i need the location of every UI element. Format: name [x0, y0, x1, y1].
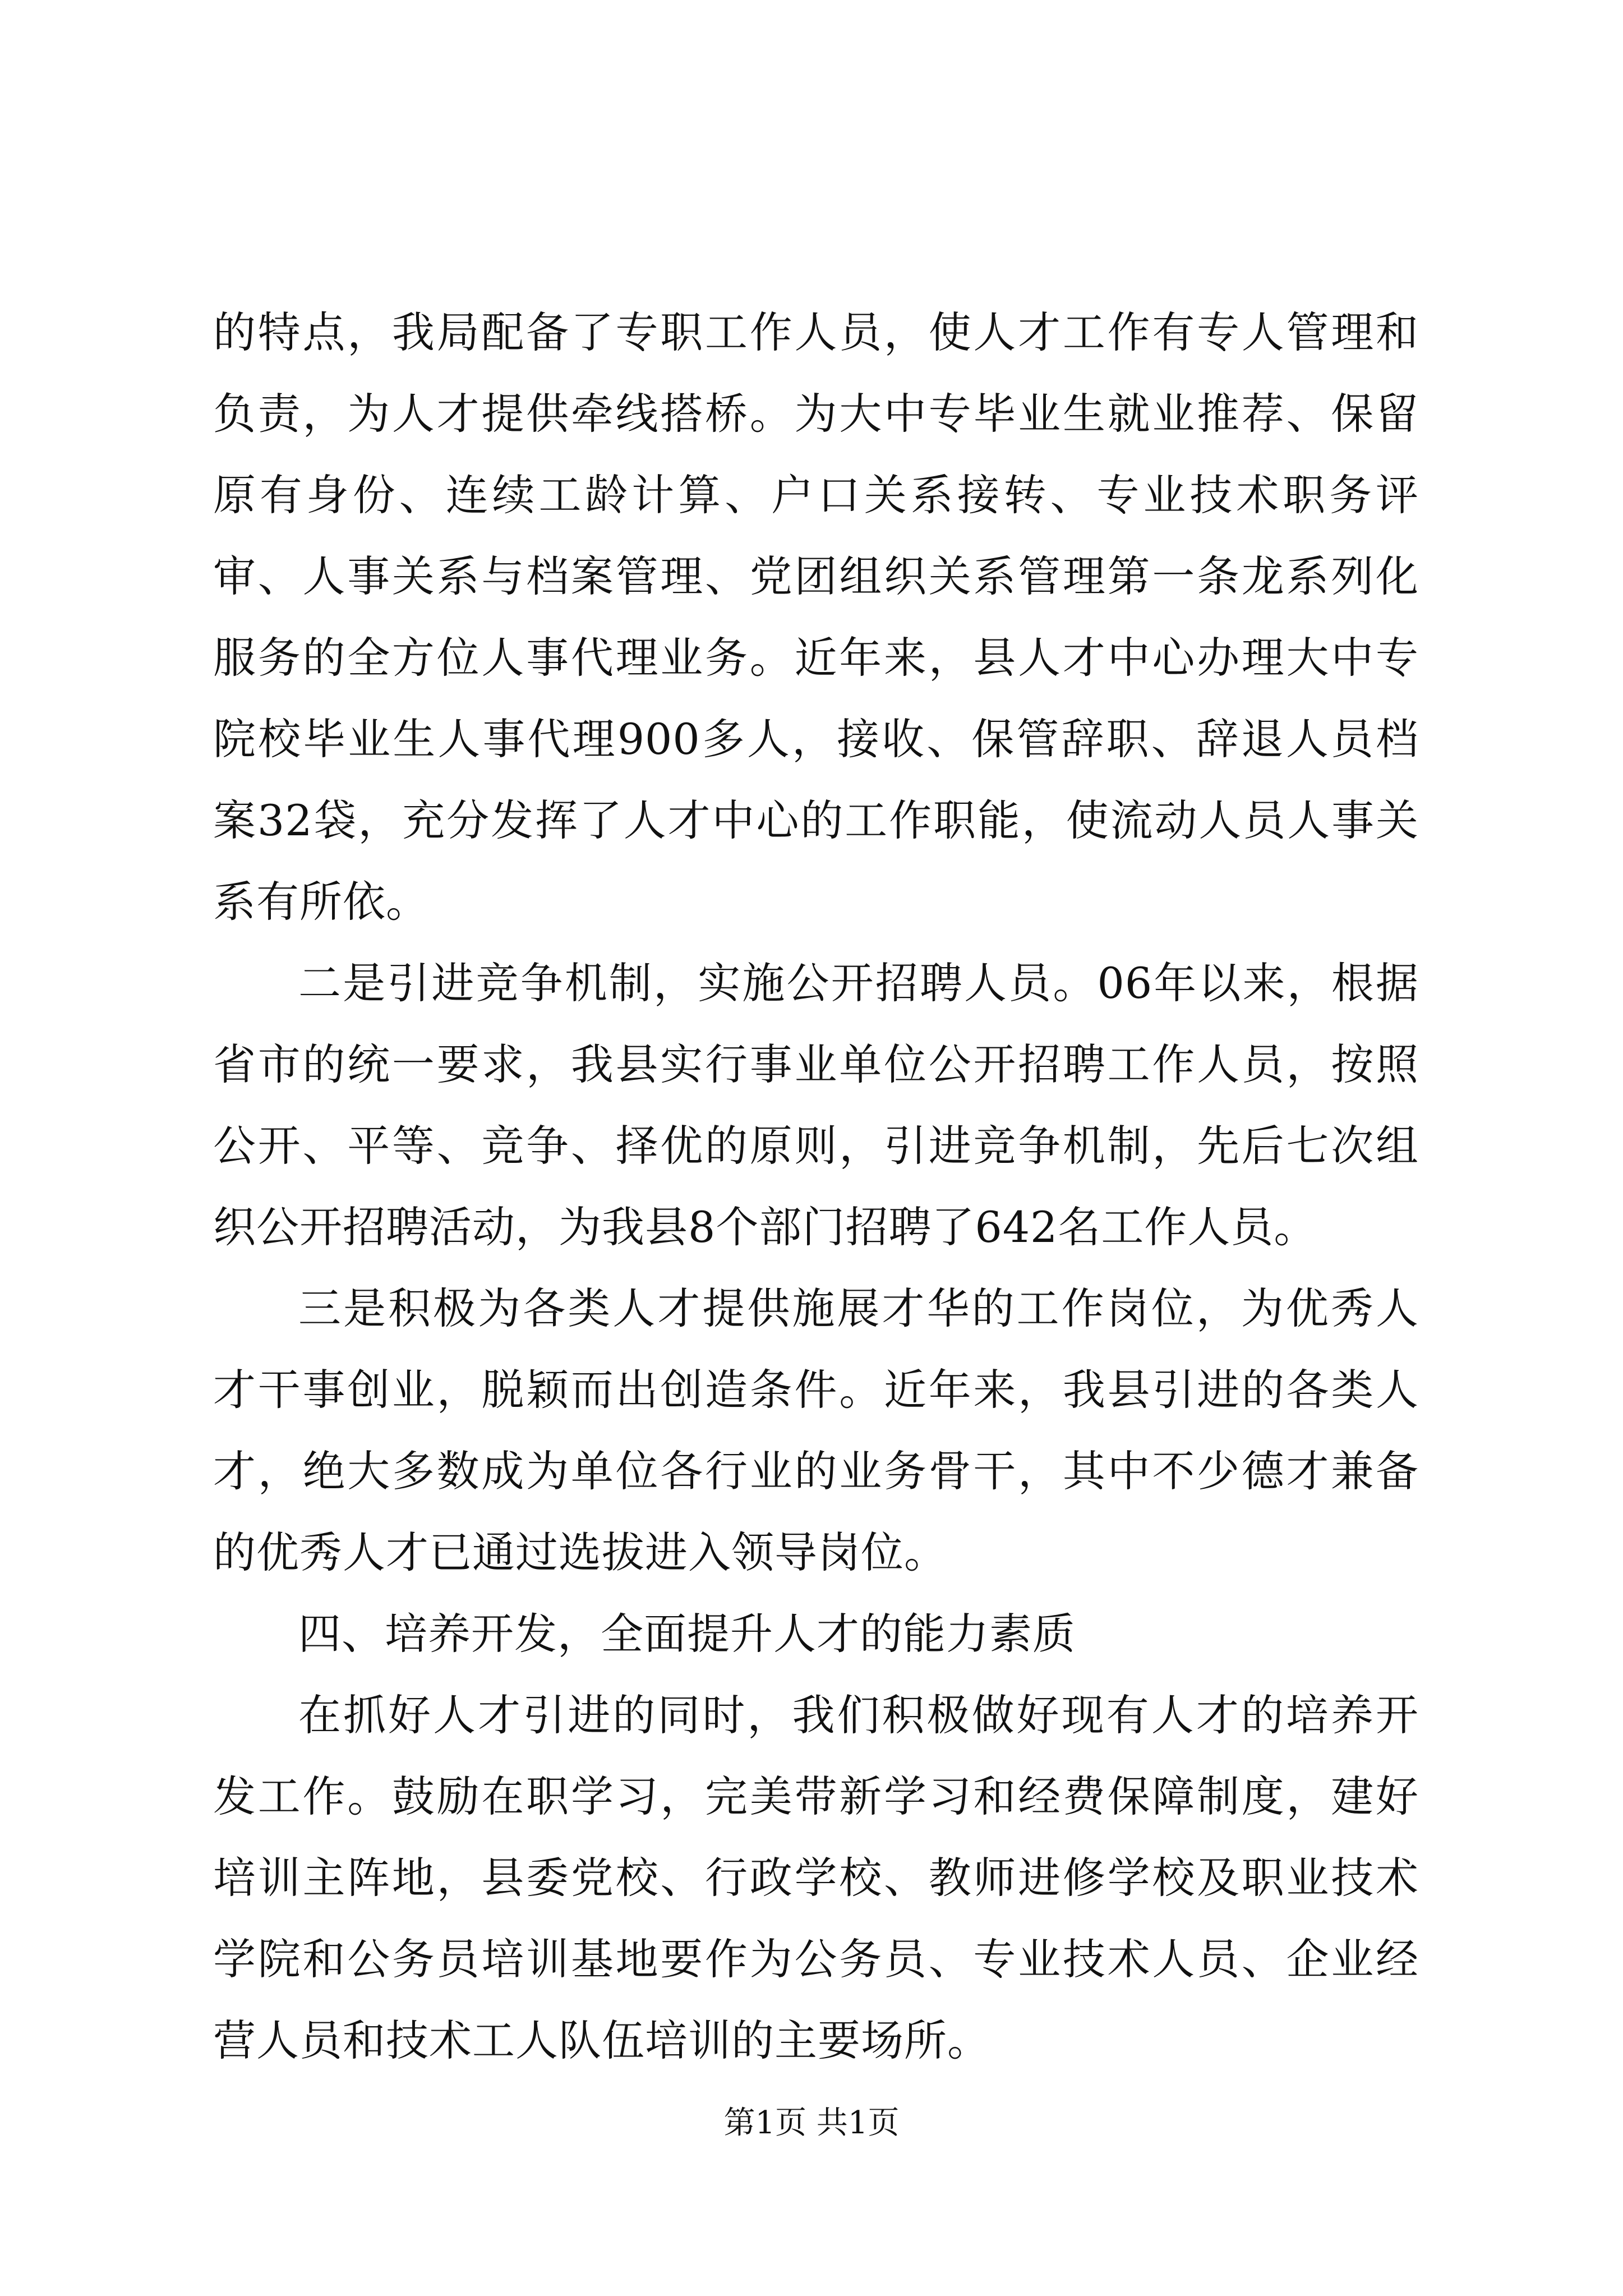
section-heading-training: 四、培养开发，全面提升人才的能力素质	[298, 1609, 1076, 1659]
page-footer: 第1页 共1页	[723, 2105, 900, 2141]
paragraph-competition-mechanism: 二是引进竞争机制，实施公开招聘人员。06年以来，根据省市的统一要求，我县实行事业单位公开招聘工作人员，按照公开、平等、竞争、择优的原则，引进竞争机制，先后七次组织公开招聘活动，为我县8个部门招聘了642名工作人员。	[213, 958, 1419, 1252]
document-body	[213, 292, 1419, 2081]
paragraph-continuation: 的特点，我局配备了专职工作人员，使人才工作有专人管理和负责，为人才提供牵线搭桥。为大中专毕业生就业推荐、保留原有身份、连续工龄计算、户口关系接转、专业技术职务评审、人事关系与档案管理、党团组织关系管理第一条龙系列化服务的全方位人事代理业务。近年来，县人才中心办理大中专院校毕业生人事代理900多人，接收、保管辞职、辞退人员档案32袋，充分发挥了人才中心的工作职能，使流动人员人事关系有所依。	[213, 307, 1419, 927]
paragraph-training-development: 在抓好人才引进的同时，我们积极做好现有人才的培养开发工作。鼓励在职学习，完美带新学习和经费保障制度，建好培训主阵地，县委党校、行政学校、教师进修学校及职业技术学院和公务员培训基地要作为公务员、专业技术人员、企业经营人员和技术工人队伍培训的主要场所。	[213, 1690, 1419, 2065]
paragraph-talent-positions: 三是积极为各类人才提供施展才华的工作岗位，为优秀人才干事创业，脱颖而出创造条件。近年来，我县引进的各类人才，绝大多数成为单位各行业的业务骨干，其中不少德才兼备的优秀人才已通过选拔进入领导岗位。	[213, 1283, 1419, 1577]
